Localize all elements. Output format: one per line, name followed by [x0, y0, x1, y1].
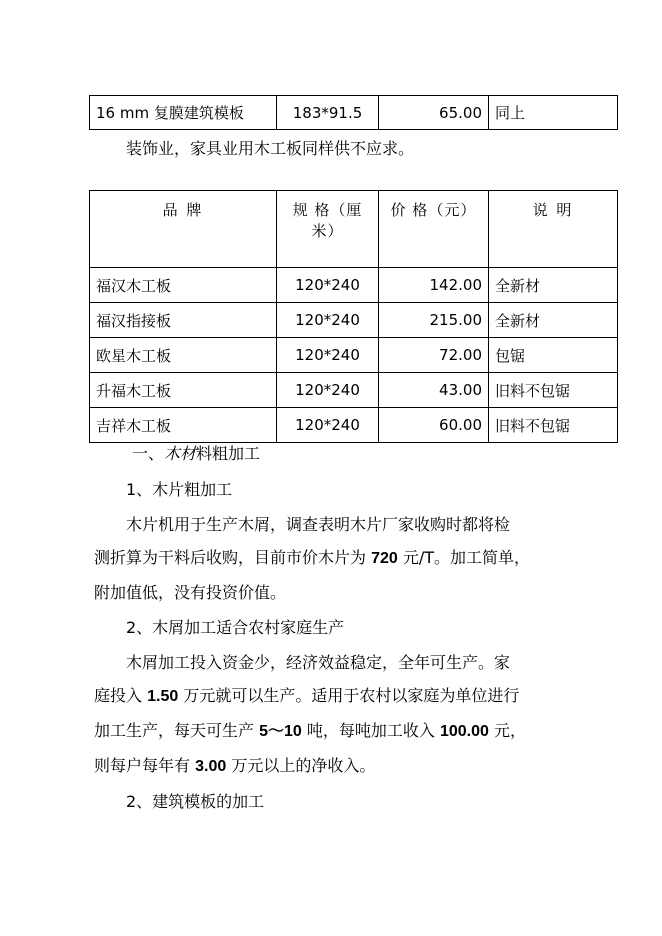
product-spec: 183*91.5	[277, 96, 379, 130]
row-spec: 120*240	[277, 338, 379, 373]
text: 万元以上的净收入。	[226, 756, 376, 775]
header-brand: 品 牌	[90, 191, 277, 268]
row-note: 全新材	[489, 268, 618, 303]
paragraph-line	[94, 720, 526, 743]
text: 则每户每年有	[94, 756, 196, 775]
row-name: 福汉木工板	[90, 268, 277, 303]
text: 加工生产，每天可生产	[94, 721, 260, 740]
table-row	[90, 338, 618, 373]
row-price: 43.00	[379, 373, 489, 408]
subsection-1-title: 1、木片粗加工	[126, 480, 233, 499]
number: 100.00	[439, 723, 489, 740]
paragraph-line	[94, 685, 519, 708]
text: 万元就可以生产。适用于农村以家庭为单位进行	[178, 686, 520, 705]
table-header-row	[90, 191, 618, 268]
product-price: 65.00	[379, 96, 489, 130]
section-heading	[132, 443, 260, 465]
header-price: 价 格（元）	[379, 191, 489, 268]
row-name: 福汉指接板	[90, 303, 277, 338]
row-name: 升福木工板	[90, 373, 277, 408]
text: 元，	[488, 721, 527, 740]
section-heading-italic: 木材	[164, 444, 197, 463]
row-price: 72.00	[379, 338, 489, 373]
paragraph-line	[94, 547, 530, 570]
subsection-3-title: 2、建筑模板的加工	[126, 792, 265, 811]
section-heading-prefix: 一、	[132, 444, 165, 463]
table-row	[90, 408, 618, 443]
table-row	[90, 373, 618, 408]
row-spec: 120*240	[277, 268, 379, 303]
number: 720	[371, 550, 398, 567]
text: 元/T。加工简单，	[397, 548, 531, 567]
row-note: 旧料不包锯	[489, 408, 618, 443]
section-heading-rest: 料粗加工	[196, 444, 261, 463]
row-price: 215.00	[379, 303, 489, 338]
row-spec: 120*240	[277, 408, 379, 443]
row-price: 142.00	[379, 268, 489, 303]
number: 3.00	[195, 758, 227, 775]
text: 庭投入	[94, 686, 148, 705]
text: 吨，每吨加工收入	[301, 721, 440, 740]
header-spec: 规 格（厘米）	[277, 191, 379, 268]
row-name: 吉祥木工板	[90, 408, 277, 443]
header-note: 说 明	[489, 191, 618, 268]
paragraph-line: 附加值低，没有投资价值。	[94, 583, 287, 602]
row-spec: 120*240	[277, 373, 379, 408]
paragraph-line: 木片机用于生产木屑，调查表明木片厂家收购时都将检	[126, 515, 511, 534]
top-price-table	[89, 95, 618, 130]
product-name: 16 mm 复膜建筑模板	[90, 96, 277, 130]
subsection-2-title: 2、木屑加工适合农村家庭生产	[126, 618, 345, 637]
number: 1.50	[147, 688, 179, 705]
row-spec: 120*240	[277, 303, 379, 338]
row-note: 包锯	[489, 338, 618, 373]
text: 测折算为干料后收购，目前市价木片为	[94, 548, 372, 567]
row-note: 旧料不包锯	[489, 373, 618, 408]
paragraph-line	[94, 755, 375, 778]
table-row	[90, 303, 618, 338]
table-row	[90, 96, 618, 130]
number: 5～10	[259, 723, 302, 740]
row-note: 全新材	[489, 303, 618, 338]
supply-note: 装饰业，家具业用木工板同样供不应求。	[126, 139, 415, 158]
table-row	[90, 268, 618, 303]
row-price: 60.00	[379, 408, 489, 443]
paragraph-line: 木屑加工投入资金少，经济效益稳定，全年可生产。家	[126, 653, 511, 672]
wood-board-price-table	[89, 190, 618, 443]
product-note: 同上	[489, 96, 618, 130]
row-name: 欧星木工板	[90, 338, 277, 373]
